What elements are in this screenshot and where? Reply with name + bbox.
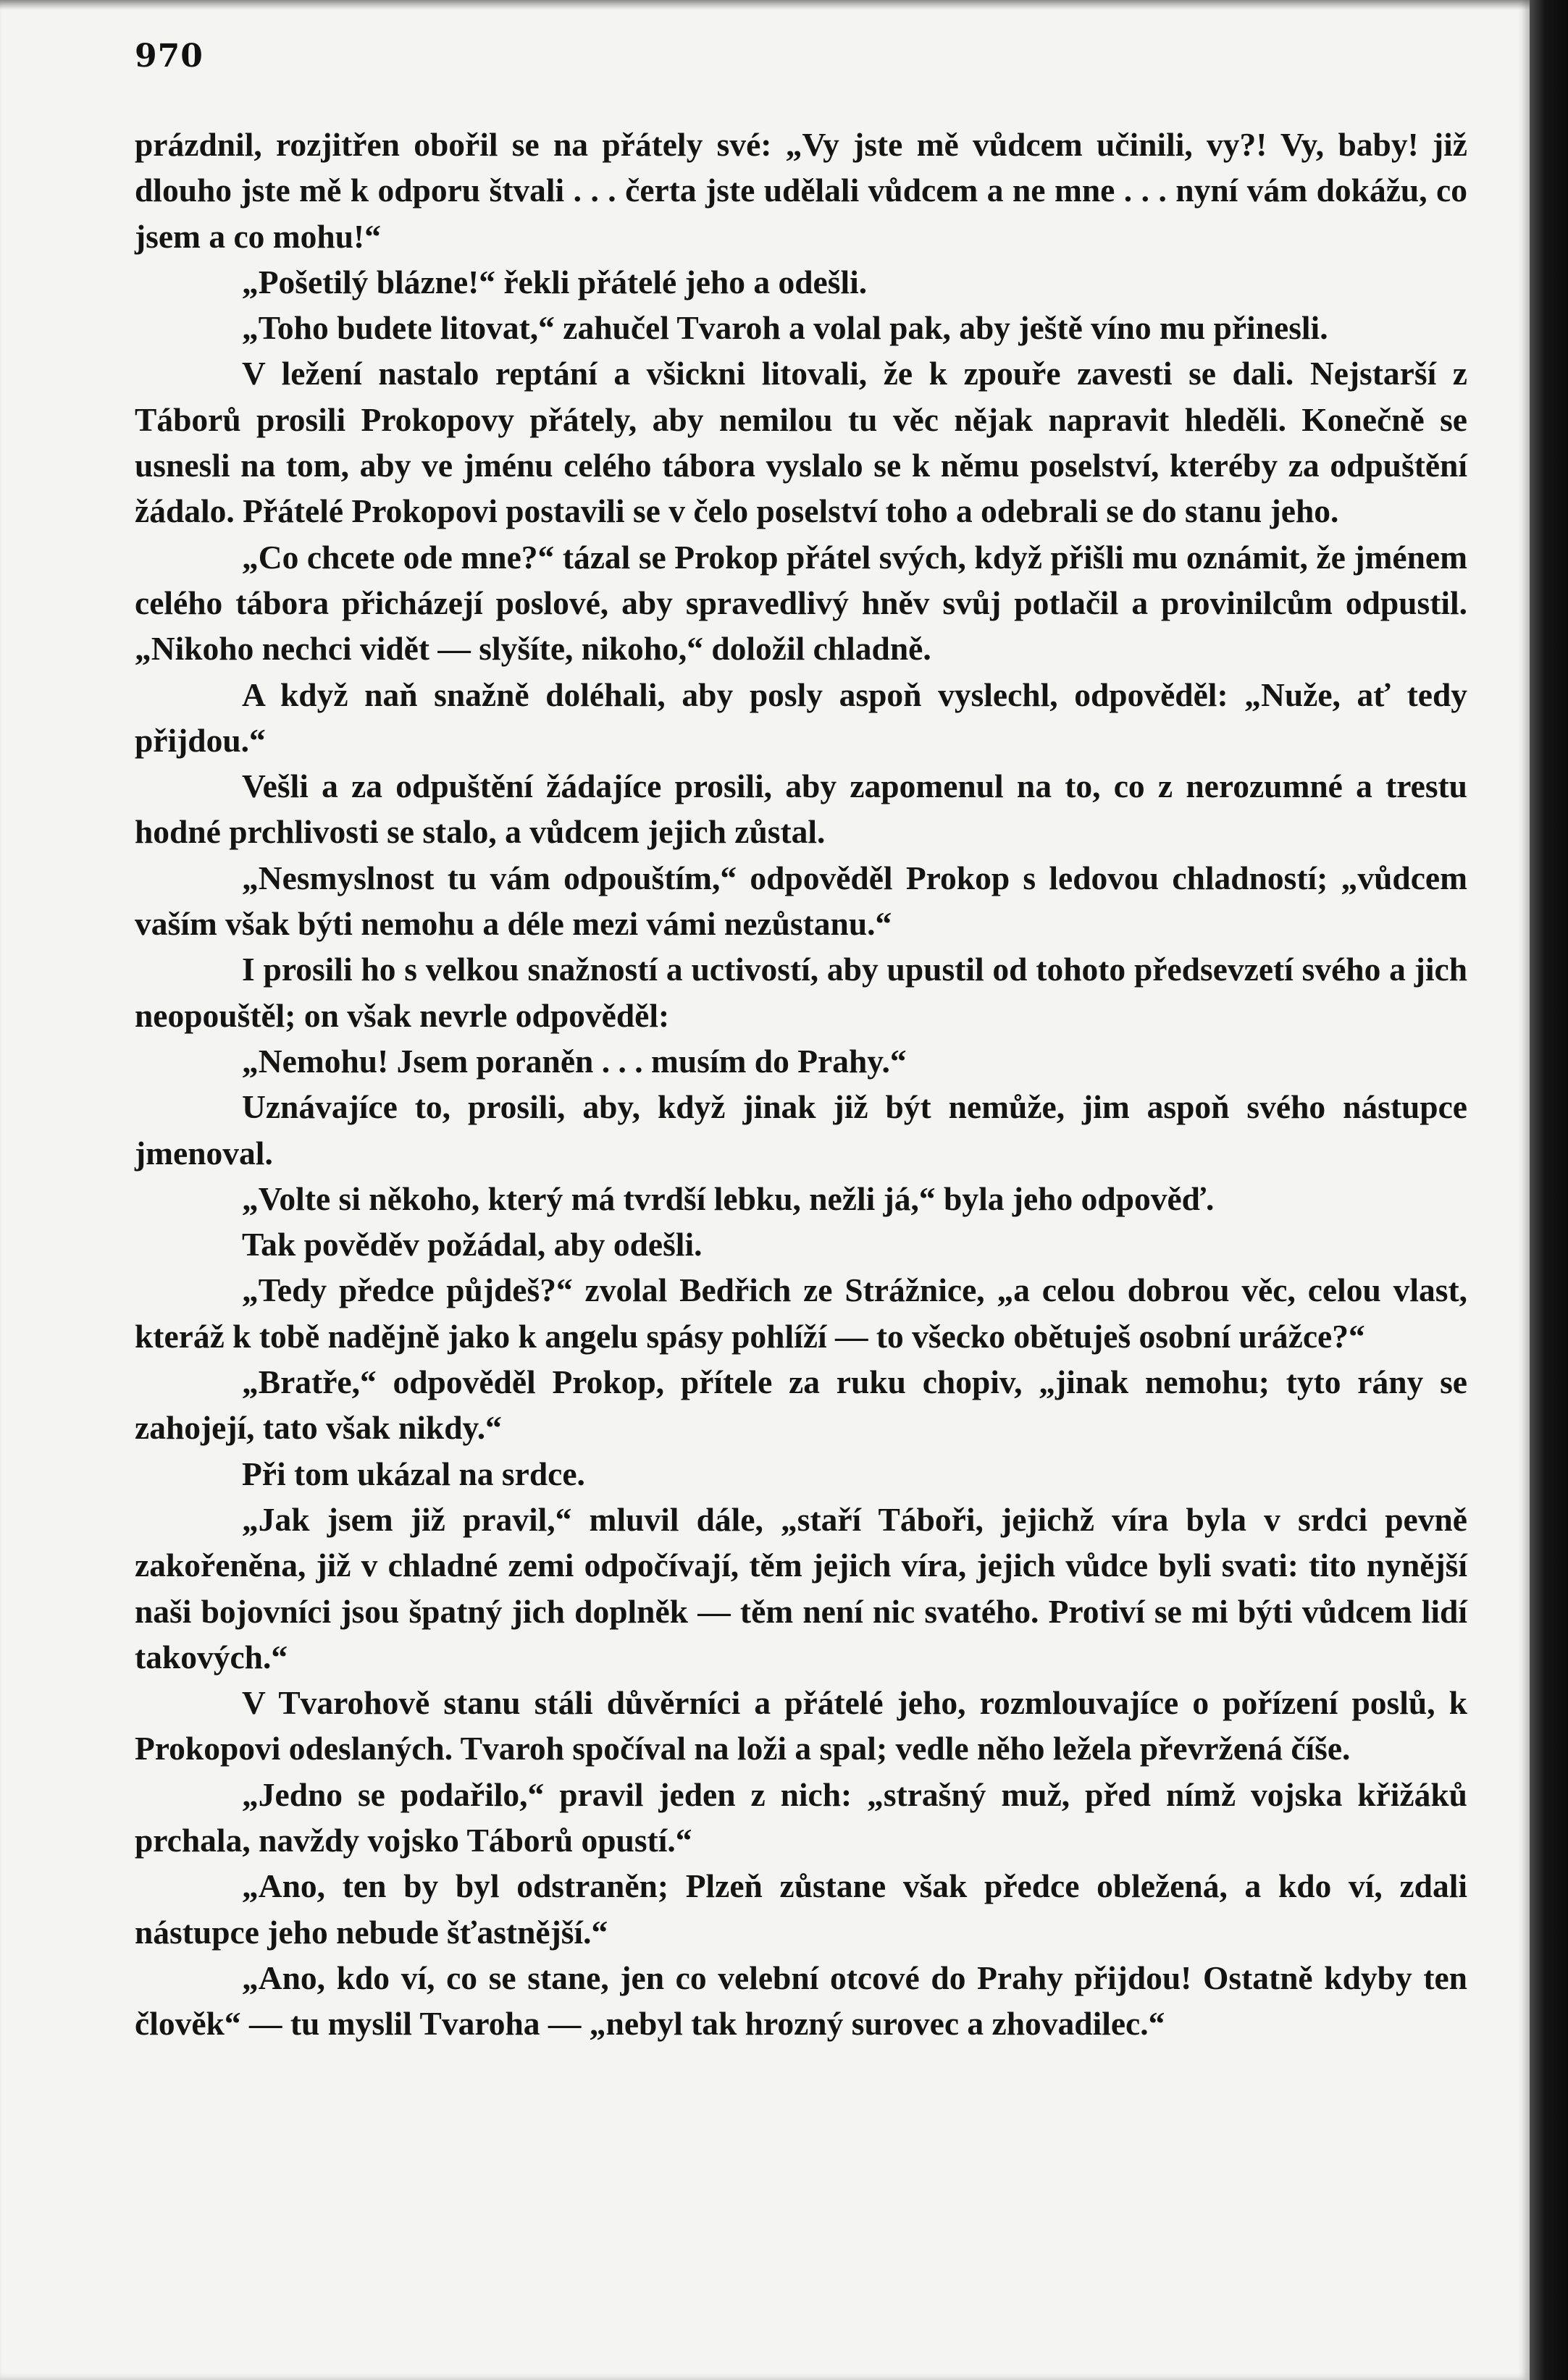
paragraph: V Tvarohově stanu stáli důvěrníci a přátelé jeho, rozmlouvajíce o pořízení poslů, k Prokopovi odeslaných. Tvaroh spočíval na loži a spal; vedle něho ležela převržená číše. xyxy=(135,1684,1467,1767)
paragraph: „Ano, kdo ví, co se stane, jen co velební otcové do Prahy přijdou! Ostatně kdyby ten člověk“ — tu myslil Tvaroha — „nebyl tak hrozný surovec a zhovadilec.“ xyxy=(135,1959,1467,2043)
paragraph: prázdnil, rozjitřen obořil se na přátely své: „Vy jste mě vůdcem učinili, vy?! Vy, baby! již dlouho jste mě k odporu štvali . . . čerta jste udělali vůdcem a ne mne . . . nyní vám dokážu, co jsem a co mohu!“ xyxy=(135,126,1467,255)
paragraph: Při tom ukázal na srdce. xyxy=(242,1455,585,1492)
paragraph: I prosili ho s velkou snažností a uctivostí, aby upustil od tohoto předsevzetí svého a jich neopouštěl; on však nevrle odpověděl: xyxy=(135,951,1467,1034)
paragraph: „Co chcete ode mne?“ tázal se Prokop přátel svých, když přišli mu oznámit, že jménem celého tábora přicházejí poslové, aby spravedlivý hněv svůj potlačil a provinilcům odpustil. „Nikoho nechci vidět — slyšíte, nikoho,“ doložil chladně. xyxy=(135,538,1467,668)
page-number: 970 xyxy=(135,38,204,75)
body-text xyxy=(135,122,1467,2046)
paragraph: „Nemohu! Jsem poraněn . . . musím do Prahy.“ xyxy=(242,1042,907,1080)
paragraph: „Toho budete litovat,“ zahučel Tvaroh a volal pak, aby ještě víno mu přinesli. xyxy=(242,309,1328,347)
paragraph: Uznávajíce to, prosili, aby, když jinak již být nemůže, jim aspoň svého nástupce jmenoval. xyxy=(135,1088,1467,1172)
paragraph: Tak pověděv požádal, aby odešli. xyxy=(242,1226,703,1263)
page-top-shadow xyxy=(0,0,1530,10)
paragraph: A když naň snažně doléhali, aby posly aspoň vyslechl, odpověděl: „Nuže, ať tedy přijdou.“ xyxy=(135,676,1467,759)
paragraph: V ležení nastalo reptání a všickni litovali, že k zpouře zavesti se dali. Nejstarší z Táborů prosili Prokopovy přátely, aby nemilou tu věc nějak napravit hleděli. Konečně se usnesli na tom, aby ve jménu celého tábora vyslalo se k němu poselství, kteréby za odpuštění žádalo. Přátelé Prokopovi postavili se v čelo poselství toho a odebrali se do stanu jeho. xyxy=(135,355,1467,530)
paragraph: „Pošetilý blázne!“ řekli přátelé jeho a odešli. xyxy=(242,263,868,300)
paragraph: „Volte si někoho, který má tvrdší lebku, nežli já,“ byla jeho odpověď. xyxy=(242,1180,1215,1217)
paragraph: „Jak jsem již pravil,“ mluvil dále, „staří Táboři, jejichž víra byla v srdci pevně zakořeněna, již v chladné zemi odpočívají, těm jejich víra, jejich vůdce byli svati: tito nynější naši bojovníci jsou špatný jich doplněk — těm není nic svatého. Protiví se mi býti vůdcem lidí takových.“ xyxy=(135,1500,1467,1675)
paragraph: Vešli a za odpuštění žádajíce prosili, aby zapomenul na to, co z nerozumné a trestu hodné prchlivosti se stalo, a vůdcem jejich zůstal. xyxy=(135,768,1467,851)
paragraph: „Jedno se podařilo,“ pravil jeden z nich: „strašný muž, před nímž vojska křižáků prchala, navždy vojsko Táborů opustí.“ xyxy=(135,1775,1467,1859)
paragraph: „Ano, ten by byl odstraněn; Plzeň zůstane však předce obležená, a kdo ví, zdali nástupce jeho nebude šťastnější.“ xyxy=(135,1867,1467,1951)
paragraph: „Tedy předce půjdeš?“ zvolal Bedřich ze Strážnice, „a celou dobrou věc, celou vlast, kteráž k tobě nadějně jako k angelu spásy pohlíží — to všecko obětuješ osobní urážce?“ xyxy=(135,1271,1467,1355)
paragraph: „Nesmyslnost tu vám odpouštím,“ odpověděl Prokop s ledovou chladností; „vůdcem vaším však býti nemohu a déle mezi vámi nezůstanu.“ xyxy=(135,859,1467,943)
paragraph: „Bratře,“ odpověděl Prokop, přítele za ruku chopiv, „jinak nemohu; tyto rány se zahojejí, tato však nikdy.“ xyxy=(135,1363,1467,1447)
book-spine-edge xyxy=(1530,0,1568,2380)
